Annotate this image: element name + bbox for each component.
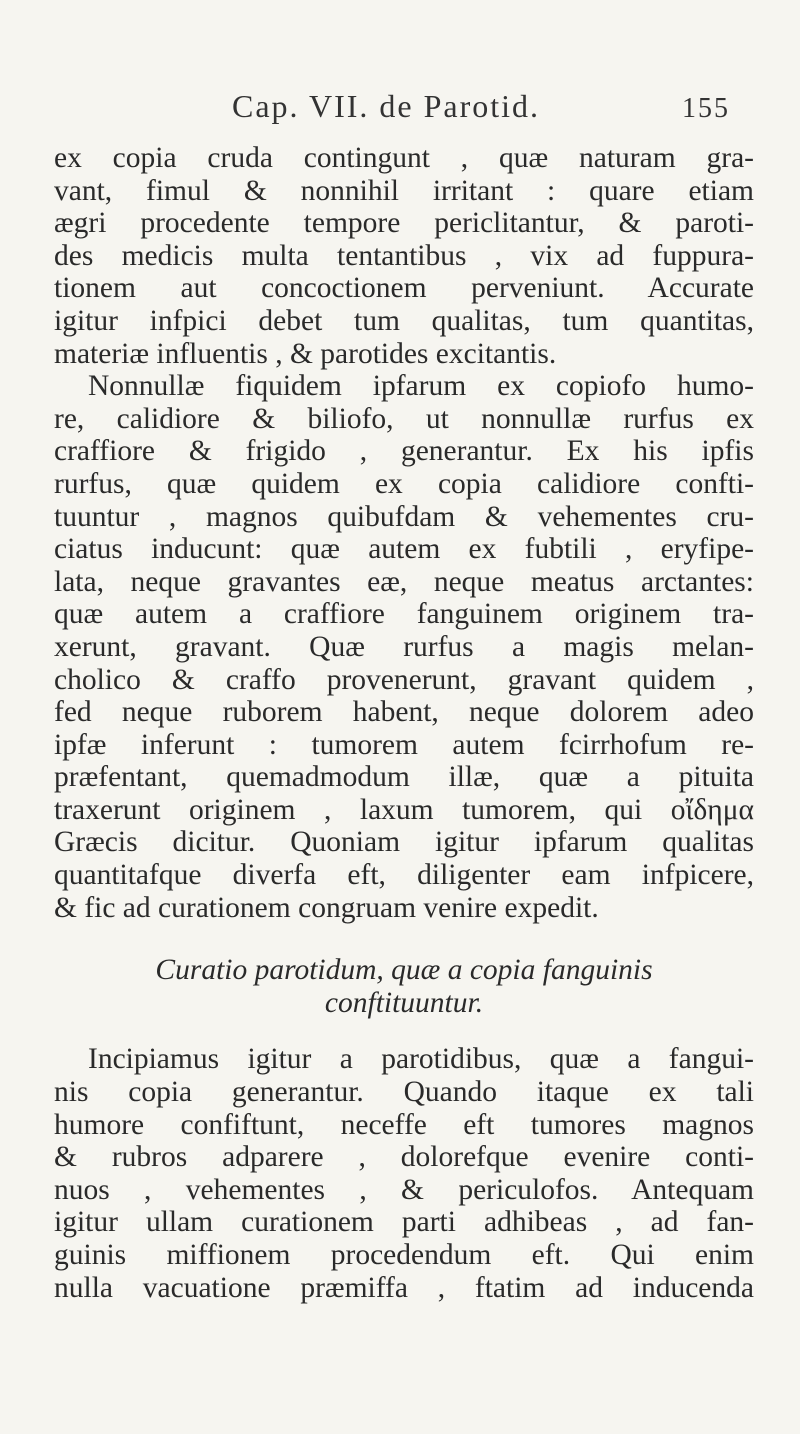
text-line: guinis miffionem procedendum eft. Qui enim xyxy=(54,1239,754,1271)
text-line: lata, neque gravantes eæ, neque meatus arctantes: xyxy=(54,565,754,598)
text-line: Græcis dicitur. Quoniam igitur ipfarum qualitas xyxy=(54,826,754,859)
text-line: quæ autem a craffiore fanguinem originem tra- xyxy=(54,598,754,631)
running-head-title: Cap. VII. de Parotid. xyxy=(231,88,541,124)
text-line: nuos , vehementes , & periculofos. Antequam xyxy=(54,1173,754,1206)
text-line: Incipiamus igitur a parotidibus, quæ a fangui- xyxy=(88,1043,754,1076)
heading-line: conftituuntur. xyxy=(324,986,484,1019)
text-line: præfentant, quemadmodum illæ, quæ a pituita xyxy=(54,761,754,794)
page-number: 155 xyxy=(682,93,730,124)
text-line: cholico & craffo provenerunt, gravant quidem , xyxy=(54,663,754,696)
text-line: vant, fimul & nonnihil irritant : quare etiam xyxy=(54,174,754,207)
text-line: & fic ad curationem congruam venire expedit. xyxy=(54,891,599,924)
text-line: craffiore & frigido , generantur. Ex his ipfis xyxy=(54,435,754,468)
text-line: humore confiftunt, neceffe eft tumores magnos xyxy=(54,1108,754,1141)
text-line: ægri procedente tempore periclitantur, & paroti- xyxy=(54,207,754,240)
text-line: ex copia cruda contingunt , quæ naturam gra- xyxy=(54,142,754,174)
paragraph-1 xyxy=(54,142,754,370)
text-line: traxerunt originem , laxum tumorem, qui οἴδημα xyxy=(54,793,754,826)
section-heading xyxy=(54,954,754,1019)
paragraph-3 xyxy=(54,1043,754,1304)
text-line: quantitafque diverfa eft, diligenter eam infpicere, xyxy=(54,859,754,892)
text-line: Nonnullæ fiquidem ipfarum ex copiofo humo- xyxy=(88,370,754,403)
body-text xyxy=(54,142,754,1304)
text-line: des medicis multa tentantibus , vix ad fuppura- xyxy=(54,239,754,272)
text-line: igitur ullam curationem parti adhibeas , ad fan- xyxy=(54,1206,754,1239)
text-line: fed neque ruborem habent, neque dolorem adeo xyxy=(54,696,754,729)
paragraph-2 xyxy=(54,370,754,924)
heading-line: Curatio parotidum, quæ a copia fanguinis xyxy=(155,954,653,987)
text-line: nis copia generantur. Quando itaque ex tali xyxy=(54,1076,754,1109)
text-line: nulla vacuatione præmiffa , ftatim ad inducenda xyxy=(54,1271,754,1304)
text-line: rurfus, quæ quidem ex copia calidiore confti- xyxy=(54,467,754,500)
text-line: xerunt, gravant. Quæ rurfus a magis melan- xyxy=(54,630,754,663)
text-line: re, calidiore & biliofo, ut nonnullæ rurfus ex xyxy=(54,402,754,435)
text-line: & rubros adparere , dolorefque evenire conti- xyxy=(54,1141,754,1174)
running-head xyxy=(110,88,730,125)
text-line: materiæ influentis , & parotides excitantis. xyxy=(54,337,557,370)
text-line: ipfæ inferunt : tumorem autem fcirrhofum re- xyxy=(54,728,754,761)
text-line: ciatus inducunt: quæ autem ex fubtili , eryfipe- xyxy=(54,533,754,566)
text-line: tionem aut concoctionem perveniunt. Accurate xyxy=(54,272,754,305)
text-line: igitur infpici debet tum qualitas, tum quantitas, xyxy=(54,304,754,337)
text-line: tuuntur , magnos quibufdam & vehementes cru- xyxy=(54,500,754,533)
